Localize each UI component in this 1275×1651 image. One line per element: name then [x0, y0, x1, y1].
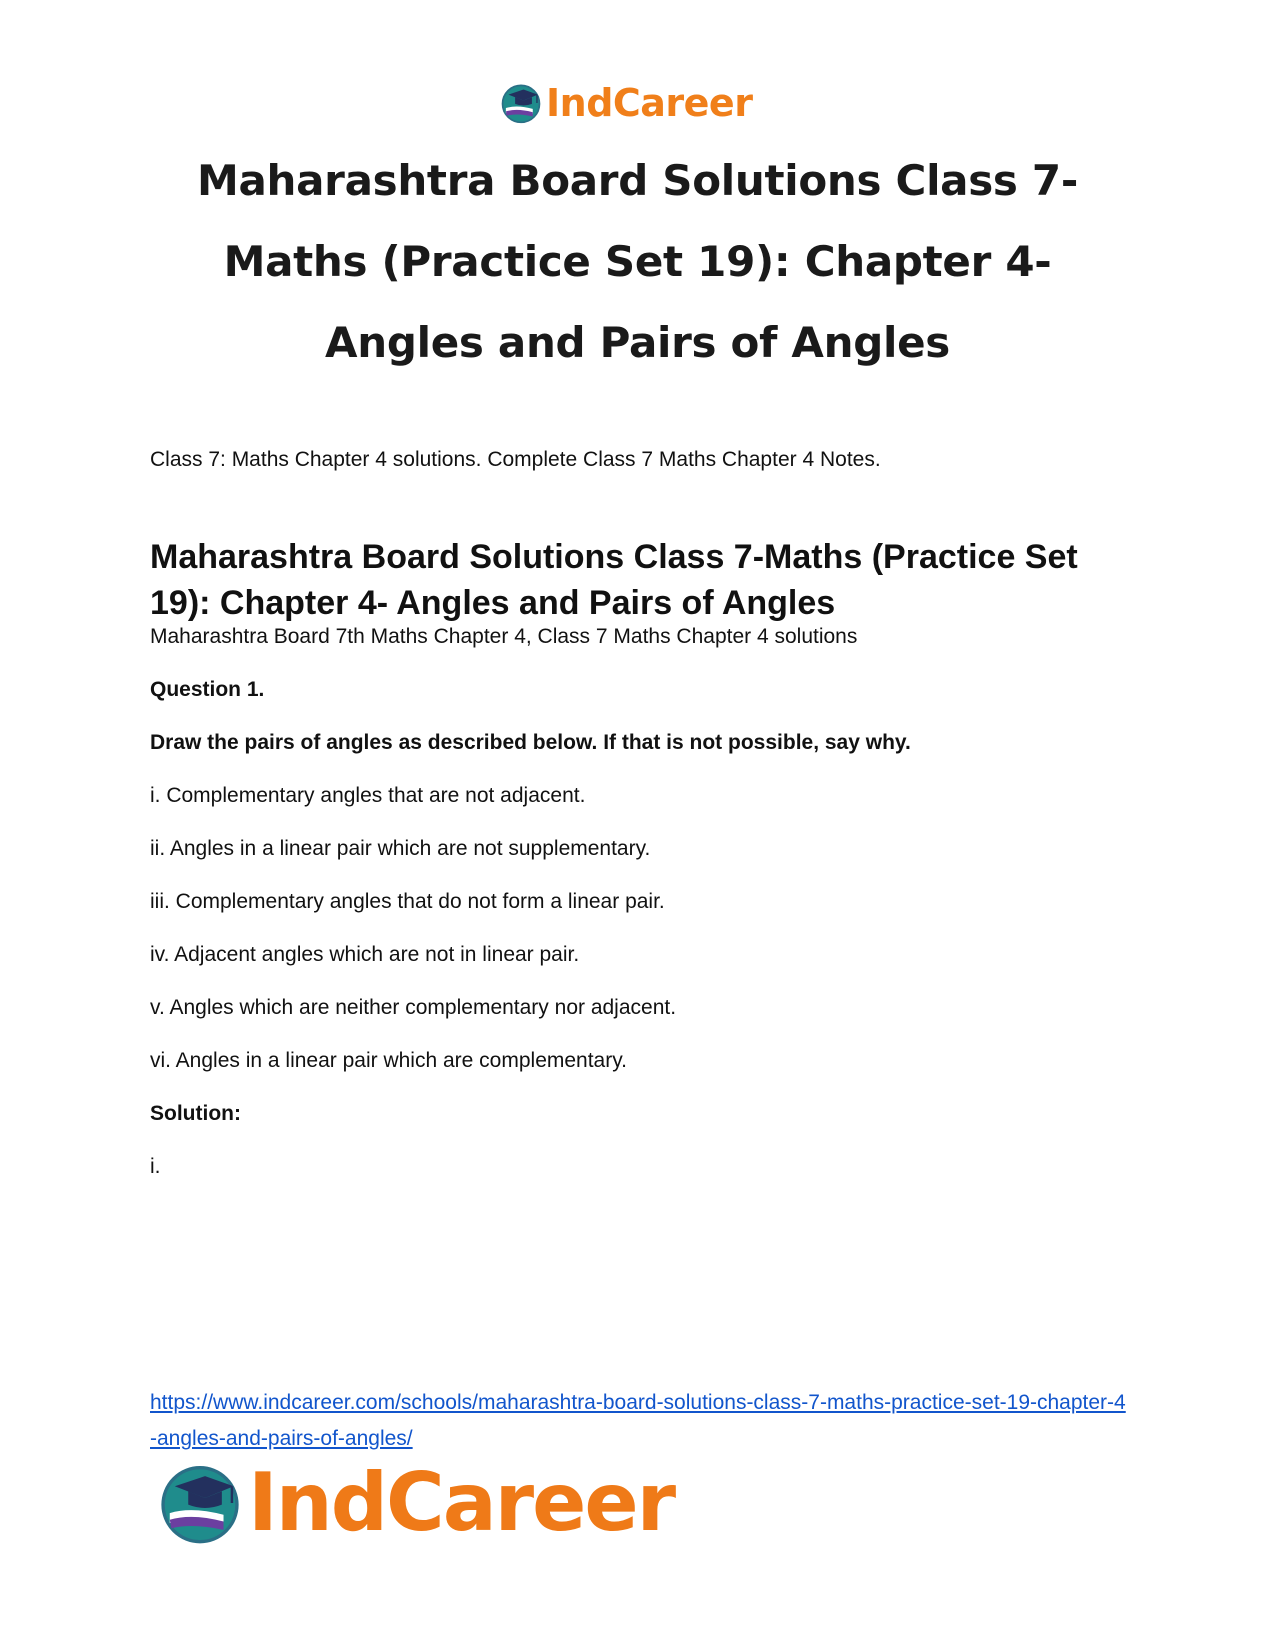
question-item: i. Complementary angles that are not adjacent. — [150, 784, 586, 807]
intro-text: Class 7: Maths Chapter 4 solutions. Complete Class 7 Maths Chapter 4 Notes. — [150, 448, 881, 471]
question-item: vi. Angles in a linear pair which are complementary. — [150, 1049, 628, 1072]
section-heading: Maharashtra Board Solutions Class 7-Maths (Practice Set 19): Chapter 4- Angles and Pairs of Angles — [150, 538, 1078, 622]
solution-label: Solution: — [150, 1102, 241, 1125]
footer-logo — [158, 1458, 674, 1548]
page-title: Maharashtra Board Solutions Class 7-Maths (Practice Set 19): Chapter 4- Angles and Pairs of Angles — [197, 156, 1078, 367]
question-item: v. Angles which are neither complementary nor adjacent. — [150, 996, 677, 1019]
graduation-cap-book-icon — [158, 1461, 242, 1545]
source-link[interactable]: https://www.indcareer.com/schools/maharashtra-board-solutions-class-7-maths-practice-set-19-chapter-4-angles-and-pairs-of-angles/ — [150, 1391, 1126, 1450]
header-logo-text: IndCareer — [546, 81, 753, 125]
header-logo — [500, 78, 752, 128]
question-item: ii. Angles in a linear pair which are not supplementary. — [150, 837, 651, 860]
solution-item: i. — [150, 1155, 161, 1178]
question-label: Question 1. — [150, 678, 265, 701]
question-item: iii. Complementary angles that do not form a linear pair. — [150, 890, 665, 913]
graduation-cap-book-icon — [500, 82, 542, 124]
footer-logo-text: IndCareer — [248, 1456, 675, 1549]
question-prompt: Draw the pairs of angles as described below. If that is not possible, say why. — [150, 731, 911, 754]
subheading-text: Maharashtra Board 7th Maths Chapter 4, Class 7 Maths Chapter 4 solutions — [150, 625, 858, 648]
question-item: iv. Adjacent angles which are not in linear pair. — [150, 943, 580, 966]
